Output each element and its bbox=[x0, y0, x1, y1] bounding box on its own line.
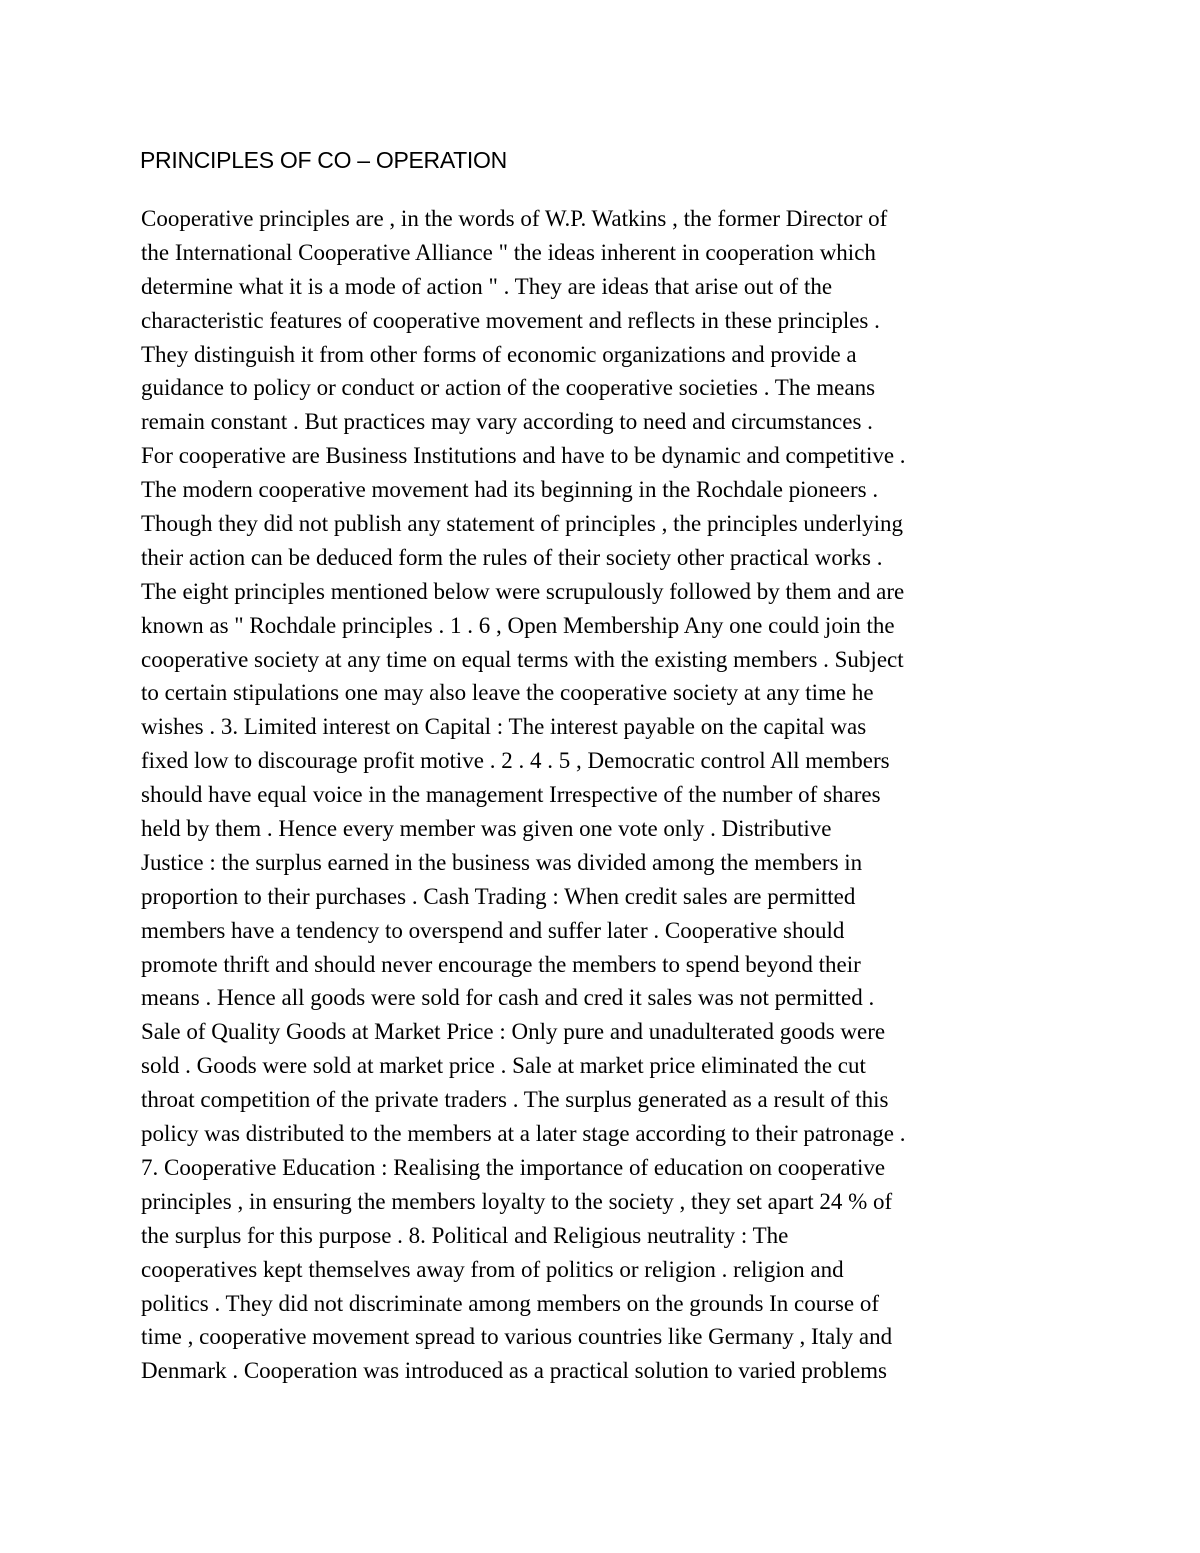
text-line: promote thrift and should never encourage the members to spend beyond their bbox=[141, 951, 861, 977]
text-line: means . Hence all goods were sold for cash and cred it sales was not permitted . bbox=[141, 985, 875, 1011]
text-line: politics . They did not discriminate among members on the grounds In course of bbox=[141, 1290, 879, 1316]
text-line: determine what it is a mode of action " . They are ideas that arise out of the bbox=[141, 273, 833, 299]
text-line: The eight principles mentioned below were scrupulously followed by them and are bbox=[141, 578, 905, 604]
text-line: Cooperative principles are , in the words of W.P. Watkins , the former Director of bbox=[141, 206, 888, 231]
text-line: cooperatives kept themselves away from of politics or religion . religion and bbox=[141, 1256, 844, 1282]
text-line: The modern cooperative movement had its beginning in the Rochdale pioneers . bbox=[141, 477, 879, 503]
text-line: held by them . Hence every member was given one vote only . Distributive bbox=[141, 816, 832, 842]
text-line: guidance to policy or conduct or action of the cooperative societies . The means bbox=[141, 375, 876, 401]
text-line: 7. Cooperative Education : Realising the importance of education on cooperative bbox=[141, 1154, 886, 1180]
text-line: the surplus for this purpose . 8. Political and Religious neutrality : The bbox=[141, 1222, 789, 1248]
text-line: wishes . 3. Limited interest on Capital : The interest payable on the capital was bbox=[141, 714, 867, 740]
text-line: characteristic features of cooperative movement and reflects in these principles . bbox=[141, 307, 880, 333]
text-line: Though they did not publish any statement of principles , the principles underlying bbox=[141, 511, 904, 537]
text-line: known as " Rochdale principles . 1 . 6 , Open Membership Any one could join the bbox=[141, 612, 895, 638]
text-line: Denmark . Cooperation was introduced as a practical solution to varied problems bbox=[141, 1358, 888, 1384]
document-body bbox=[141, 202, 1071, 1388]
text-line: should have equal voice in the management Irrespective of the number of shares bbox=[141, 782, 881, 808]
text-line: to certain stipulations one may also leave the cooperative society at any time he bbox=[141, 680, 874, 706]
text-line: fixed low to discourage profit motive . 2 . 4 . 5 , Democratic control All members bbox=[141, 748, 890, 774]
text-line: Justice : the surplus earned in the business was divided among the members in bbox=[141, 849, 863, 875]
text-line: throat competition of the private traders . The surplus generated as a result of this bbox=[141, 1087, 889, 1113]
text-line: principles , in ensuring the members loyalty to the society , they set apart 24 % of bbox=[141, 1188, 893, 1214]
document-title: PRINCIPLES OF CO – OPERATION bbox=[140, 147, 507, 173]
text-line: sold . Goods were sold at market price . Sale at market price eliminated the cut bbox=[141, 1053, 866, 1079]
text-line: Sale of Quality Goods at Market Price : Only pure and unadulterated goods were bbox=[141, 1019, 886, 1045]
text-line: They distinguish it from other forms of economic organizations and provide a bbox=[141, 341, 857, 367]
text-line: time , cooperative movement spread to various countries like Germany , Italy and bbox=[141, 1324, 893, 1350]
text-line: the International Cooperative Alliance " the ideas inherent in cooperation which bbox=[141, 239, 876, 265]
text-line: remain constant . But practices may vary according to need and circumstances . bbox=[141, 409, 873, 435]
text-line: For cooperative are Business Institutions and have to be dynamic and competitive . bbox=[141, 443, 906, 469]
text-line: policy was distributed to the members at a later stage according to their patronage . bbox=[141, 1121, 906, 1147]
text-line: their action can be deduced form the rules of their society other practical works . bbox=[141, 544, 883, 570]
text-line: members have a tendency to overspend and suffer later . Cooperative should bbox=[141, 917, 845, 943]
text-line: cooperative society at any time on equal terms with the existing members . Subject bbox=[141, 646, 904, 672]
text-line: proportion to their purchases . Cash Trading : When credit sales are permitted bbox=[141, 883, 856, 909]
